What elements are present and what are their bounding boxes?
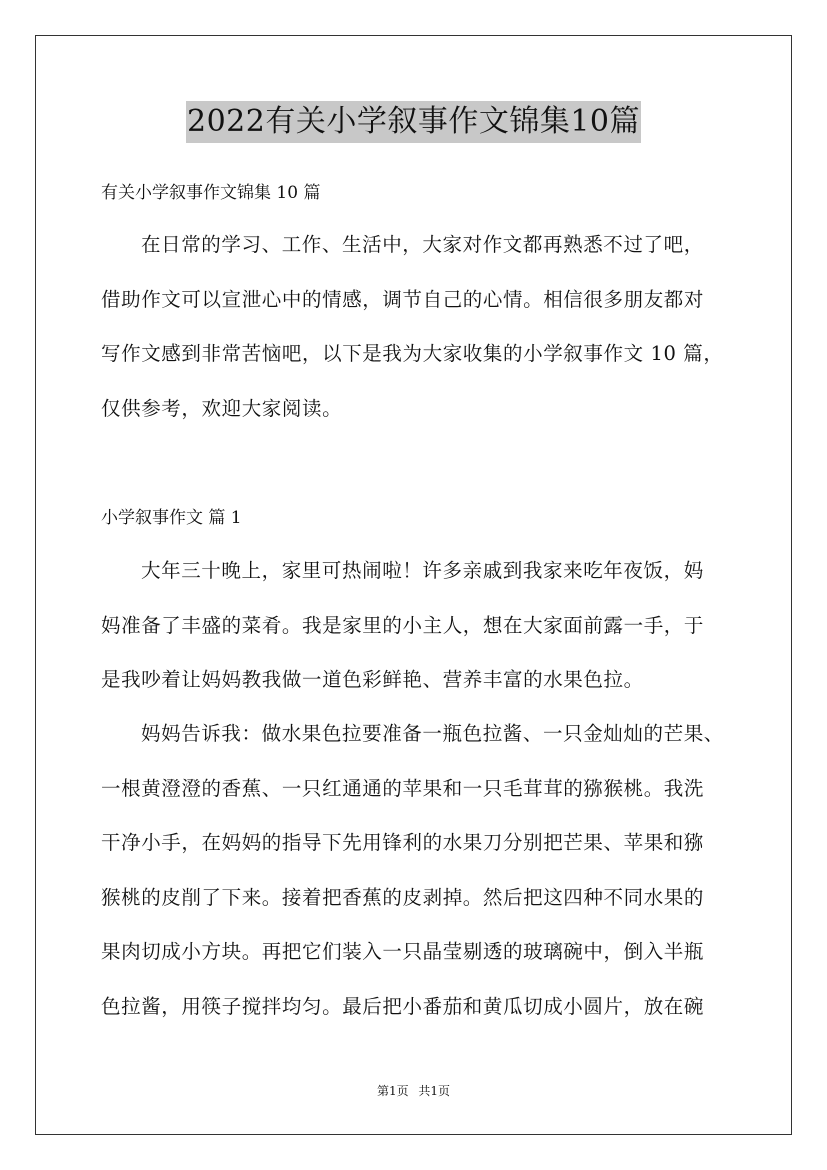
intro-line: 借助作文可以宣泄心中的情感，调节自己的心情。相信很多朋友都对 [101, 287, 705, 311]
page-number: 第1页 [376, 1084, 409, 1098]
body-paragraph-2 [101, 707, 733, 1034]
section-heading: 小学叙事作文 篇 1 [101, 508, 242, 528]
page-footer [0, 1083, 827, 1099]
page-total: 共1页 [418, 1084, 451, 1098]
body-line: 猴桃的皮削了下来。接着把香蕉的皮剥掉。然后把这四种不同水果的 [101, 885, 705, 909]
body-line: 果肉切成小方块。再把它们装入一只晶莹剔透的玻璃碗中，倒入半瓶 [101, 940, 705, 963]
title-container [0, 101, 827, 143]
body-line: 一根黄澄澄的香蕉、一只红通通的苹果和一只毛茸茸的猕猴桃。我洗 [101, 776, 705, 800]
document-title: 2022有关小学叙事作文锦集10篇 [186, 101, 641, 143]
intro-line: 在日常的学习、工作、生活中，大家对作文都再熟悉不过了吧， [141, 233, 704, 256]
intro-paragraph [101, 218, 733, 436]
body-line: 妈准备了丰盛的菜肴。我是家里的小主人，想在大家面前露一手，于 [101, 613, 705, 637]
body-line: 色拉酱，用筷子搅拌均匀。最后把小番茄和黄瓜切成小圆片，放在碗 [101, 994, 705, 1018]
intro-line: 写作文感到非常苦恼吧，以下是我为大家收集的小学叙事作文 10 篇， [101, 342, 724, 365]
document-subtitle: 有关小学叙事作文锦集 10 篇 [101, 183, 321, 203]
body-line: 干净小手，在妈妈的指导下先用锋利的水果刀分别把芒果、苹果和猕 [101, 831, 705, 854]
body-line: 大年三十晚上，家里可热闹啦！许多亲戚到我家来吃年夜饭，妈 [141, 559, 704, 582]
body-paragraph-1 [101, 544, 733, 708]
intro-line: 仅供参考，欢迎大家阅读。 [101, 396, 343, 420]
body-line: 是我吵着让妈妈教我做一道色彩鲜艳、营养丰富的水果色拉。 [101, 668, 644, 691]
body-line: 妈妈告诉我：做水果色拉要准备一瓶色拉酱、一只金灿灿的芒果、 [141, 722, 724, 745]
